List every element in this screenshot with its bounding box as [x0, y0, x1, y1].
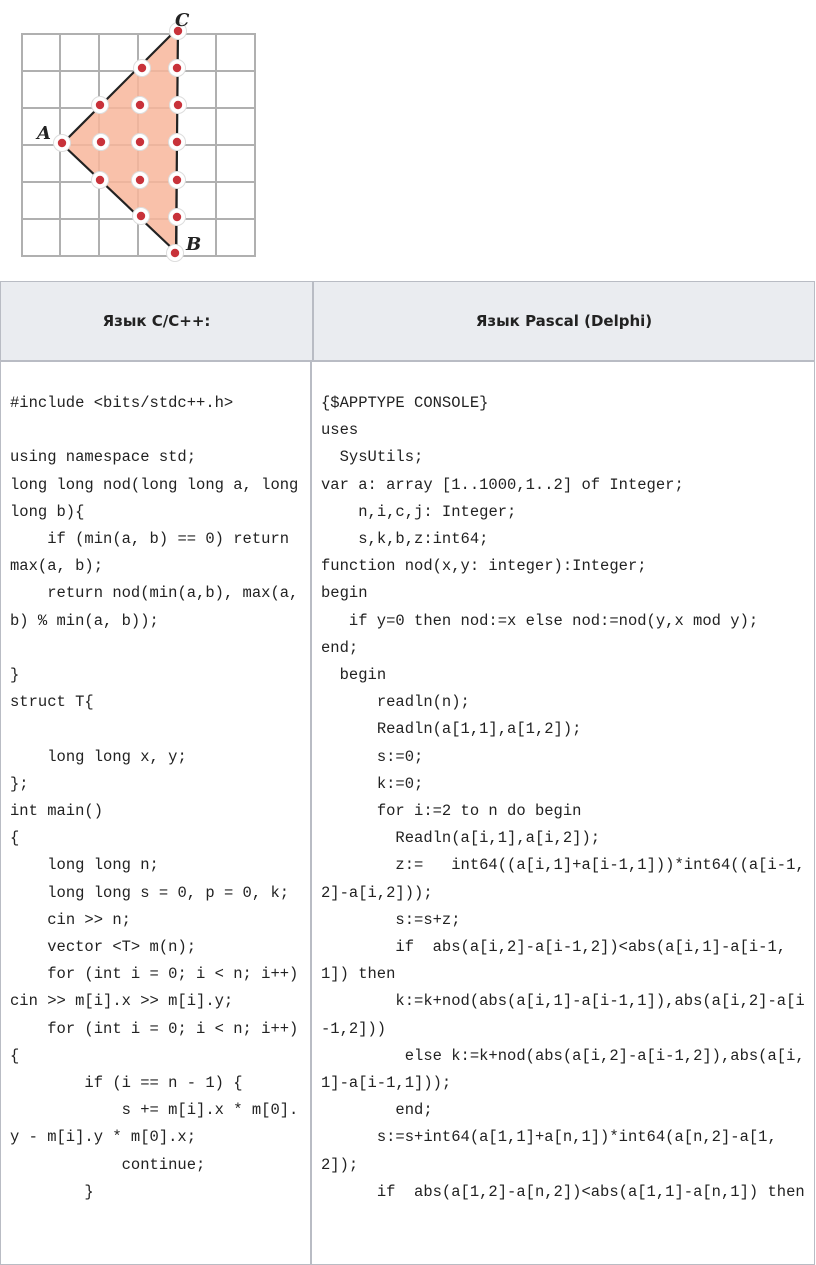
pascal-code-line: {$APPTYPE CONSOLE} [321, 394, 489, 412]
cpp-code-line: long long n; [10, 856, 159, 875]
pascal-code-line: for i:=2 to n do begin [321, 802, 582, 821]
lattice-point [170, 97, 187, 114]
cpp-code-line: vector <T> m(n); [10, 938, 197, 957]
cpp-code-line: if (i == n - 1) { [10, 1074, 243, 1093]
lattice-point-a [54, 135, 71, 152]
pascal-code-line: Readln(a[1,1],a[1,2]); [321, 720, 582, 739]
cpp-code-line: }; [10, 774, 29, 793]
pascal-code-line: else k:=k+nod(abs(a[i,2]-a[i-1,2]),abs(a[i,1]-a[i-1,1])); [321, 1046, 805, 1093]
cpp-code-line: continue; [10, 1155, 206, 1174]
lattice-point [132, 172, 149, 189]
lattice-point-b [167, 245, 184, 262]
label-c: C [175, 12, 190, 31]
cpp-code-line: long long x, y; [10, 747, 187, 766]
cpp-code-block [1, 362, 312, 1265]
cpp-code-line [10, 716, 302, 743]
pascal-code-line: begin [321, 666, 387, 685]
lattice-point [92, 97, 109, 114]
pascal-code-line: uses [321, 421, 359, 440]
lattice-point [132, 97, 149, 114]
pascal-code-line: if y=0 then nod:=x else nod:=nod(y,x mod y); [321, 611, 759, 630]
pascal-code-line: k:=k+nod(abs(a[i,1]-a[i-1,1]),abs(a[i,2]-a[i-1,2])) [321, 992, 805, 1038]
label-b: B [186, 234, 202, 255]
pascal-code-line: var a: array [1..1000,1..2] of Integer; [321, 475, 684, 494]
lattice-point [169, 134, 186, 151]
pascal-code-block [312, 362, 814, 1265]
cpp-code-line: int main() [10, 802, 104, 820]
cpp-code-line: struct T{ [10, 693, 94, 712]
pascal-code-line: z:= int64((a[i,1]+a[i-1,1]))*int64((a[i-1,2]-a[i,2])); [321, 856, 805, 902]
pascal-code-line: s:=s+int64(a[1,1]+a[n,1])*int64(a[n,2]-a[1,2]); [321, 1128, 777, 1174]
cpp-code-line [10, 635, 302, 662]
lattice-point [169, 172, 186, 189]
lattice-triangle-figure [18, 12, 263, 267]
pascal-code-line: s:=s+z; [321, 910, 461, 929]
lattice-point [93, 134, 110, 151]
pascal-code-line: if abs(a[1,2]-a[n,2])<abs(a[1,1]-a[n,1]) then [321, 1182, 805, 1201]
cpp-code-line: using namespace std; [10, 448, 197, 467]
code-comparison-table [0, 281, 815, 1265]
pascal-code-line: end; [321, 1101, 433, 1120]
cpp-code-line: for (int i = 0; i < n; i++) cin >> m[i].x >> m[i].y; [10, 965, 308, 1011]
lattice-point [134, 60, 151, 77]
pascal-code-line: begin [321, 584, 368, 603]
pascal-code-line: function nod(x,y: integer):Integer; [321, 557, 647, 576]
cpp-code-line: return nod(min(a,b), max(a, b) % min(a, b)); [10, 584, 308, 630]
table-header-row [1, 282, 814, 362]
table-body-row [1, 362, 814, 1265]
cpp-code-line: for (int i = 0; i < n; i++) { [10, 1019, 308, 1065]
pascal-code-line: Readln(a[i,1],a[i,2]); [321, 829, 601, 848]
cpp-code-line: long long nod(long long a, long long b){ [10, 475, 308, 521]
cpp-code-line: } [10, 666, 20, 684]
cpp-code-line: s += m[i].x * m[0].y - m[i].y * m[0].x; [10, 1101, 299, 1147]
cpp-code-line: #include <bits/stdc++.h> [10, 394, 234, 412]
lattice-point [132, 134, 149, 151]
cpp-code-line: if (min(a, b) == 0) return max(a, b); [10, 530, 299, 576]
pascal-code-line: readln(n); [321, 693, 470, 712]
pascal-code-line: n,i,c,j: Integer; [321, 502, 517, 521]
lattice-point [133, 208, 150, 225]
cpp-code-line [10, 417, 302, 444]
pascal-code-line: if abs(a[i,2]-a[i-1,2])<abs(a[i,1]-a[i-1,1]) then [321, 938, 787, 984]
lattice-point [92, 172, 109, 189]
cpp-code-line: cin >> n; [10, 910, 131, 929]
pascal-code-line: s:=0; [321, 747, 424, 766]
pascal-code-line: SysUtils; [321, 448, 424, 467]
cpp-code-line: } [10, 1182, 94, 1201]
lattice-point [169, 60, 186, 77]
header-cpp: Язык C/C++: [1, 282, 314, 360]
label-a: A [37, 123, 51, 144]
lattice-point [169, 209, 186, 226]
cpp-code-line: long long s = 0, p = 0, k; [10, 883, 290, 902]
cpp-code-line: { [10, 829, 20, 848]
pascal-code-line: end; [321, 638, 359, 657]
pascal-code-line: k:=0; [321, 774, 424, 793]
pascal-code-line: s,k,b,z:int64; [321, 530, 489, 549]
header-pascal: Язык Pascal (Delphi) [475, 312, 653, 330]
